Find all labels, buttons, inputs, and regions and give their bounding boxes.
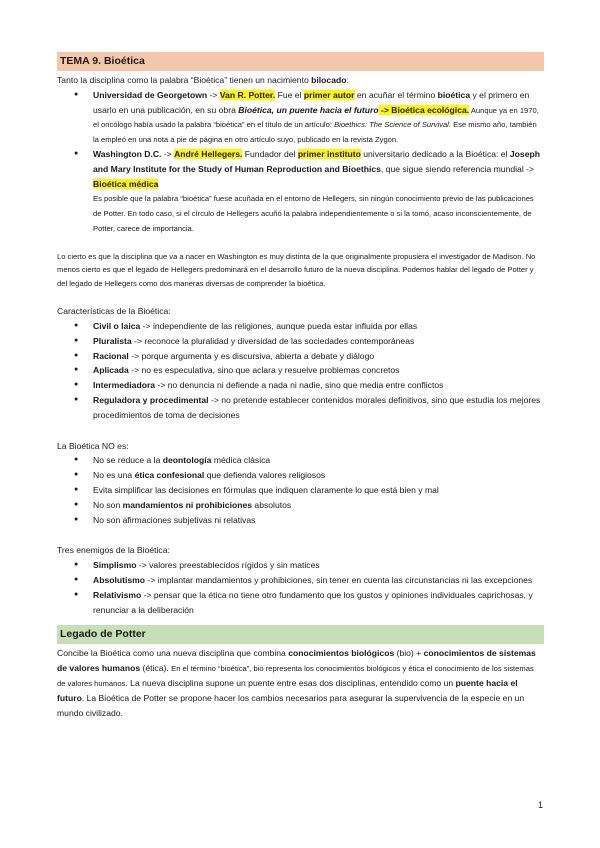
enemies-heading: Tres enemigos de la Bioética: <box>57 545 170 556</box>
legacy-paragraph: Concibe la Bioética como una nueva disciplina que combina conocimientos biológicos (bio) + conocimientos de sistemas de valores humanos (ética). En el término “bioética”, bio representa los conocimientos biológicos y ética el conocimiento de los sistemas de valores humanos. La nueva disciplina supone un puente entre esas dos disciplinas, entendido como un puente hacia el futuro. La Bioética de Potter se propone hacer los cambios necesarios para asegurar la supervivencia de la especie en un mundo civilizado. <box>57 648 536 718</box>
page-number: 1 <box>537 800 543 810</box>
not-bioethics-list <box>57 453 544 527</box>
list-item: ● Absolutismo -> implantar mandamientos y prohibiciones, sin tener en cuenta las circunstancias ni las excepciones <box>57 573 544 588</box>
list-item: ● Relativismo -> pensar que la ética no tiene otro fundamento que los gustos y opiniones individuales caprichosas, y renunciar a la deliberación <box>57 588 544 618</box>
list-item: ● Reguladora y procedimental -> no pretende establecer contenidos morales definitivos, sino que estudia los mejores procedimientos de toma de decisiones <box>57 393 544 423</box>
intro-text: Tanto la disciplina como la palabra “Bioética” tienen un nacimiento bilocado: <box>57 75 349 85</box>
origin-washington: ● Washington D.C. -> André Hellegers. Fundador del primer instituto universitario dedicado a la Bioética: el Joseph and Mary Institute for the Study of Human Reproduction and Bioethics, que sigue siendo referencia mundial -> Bioética médica Es posible que la palabra “bioética” fuese acuñada en el entorno de Hellegers, sin ningún conocimiento previo de las publicaciones de Potter. En todo caso, si el círculo de Hellegers acuñó la palabra independientemente o si la tomó, acaso inconscientemente, de Potter, carece de importancia. <box>57 147 544 236</box>
characteristics-list <box>57 319 544 423</box>
list-item: ● No es una ética confesional que defienda valores religiosos <box>57 468 544 483</box>
list-item: ● Civil o laica -> independiente de las religiones, aunque pueda estar influida por ellas <box>57 319 544 334</box>
list-item: ● Aplicada -> no es especulativa, sino que aclara y resuelve problemas concretos <box>57 363 544 378</box>
list-item: ● Evita simplificar las decisiones en fórmulas que indiquen claramente lo que está bien y mal <box>57 483 544 498</box>
not-bioethics-heading: La Bioética NO es: <box>57 440 129 451</box>
list-item: ● Simplismo -> valores preestablecidos rígidos y sin matices <box>57 558 544 573</box>
legacy-heading: Legado de Potter <box>57 625 544 644</box>
list-item: ● No son afirmaciones subjetivas ni relativas <box>57 513 544 528</box>
origins-list <box>57 88 544 236</box>
washington-paragraph: Lo cierto es que la disciplina que va a nacer en Washington es muy distinta de la que originalmente propusiera el investigador de Madison. No menos cierto es que el legado de Hellegers predominará en el desarrollo futuro de la nueva disciplina. Podemos hablar del legado de Potter y del legado de Hellegers como dos maneras diversas de comprender la bioética. <box>57 251 536 288</box>
list-item: ● No son mandamientos ni prohibiciones absolutos <box>57 498 544 513</box>
list-item: ● Racional -> porque argumenta y es discursiva, abierta a debate y diálogo <box>57 349 544 364</box>
list-item: ● Intermediadora -> no denuncia ni defiende a nada ni nadie, sino que media entre conflictos <box>57 378 544 393</box>
list-item: ● Pluralista -> reconoce la pluralidad y diversidad de las sociedades contemporáneas <box>57 334 544 349</box>
characteristics-heading: Características de la Bioética: <box>57 306 171 317</box>
page-title: TEMA 9. Bioética <box>57 52 544 71</box>
enemies-list <box>57 558 544 617</box>
list-item: ● No se reduce a la deontología médica clásica <box>57 453 544 468</box>
document-page <box>57 52 544 720</box>
origin-georgetown: ● Universidad de Georgetown -> Van R. Potter. Fue el primer autor en acuñar el término bioética y el primero en usarlo en una publicación, en su obra Bioética, un puente hacia el futuro -> Bioética ecológica. Aunque ya en 1970, el oncólogo había usado la palabra “bioética” en el título de un artículo: Bioethics: The Science of Survival. Ese mismo año, también la empleó en una nota a pie de página en otro artículo suyo, publicado en la revista Zygon. <box>57 88 544 147</box>
